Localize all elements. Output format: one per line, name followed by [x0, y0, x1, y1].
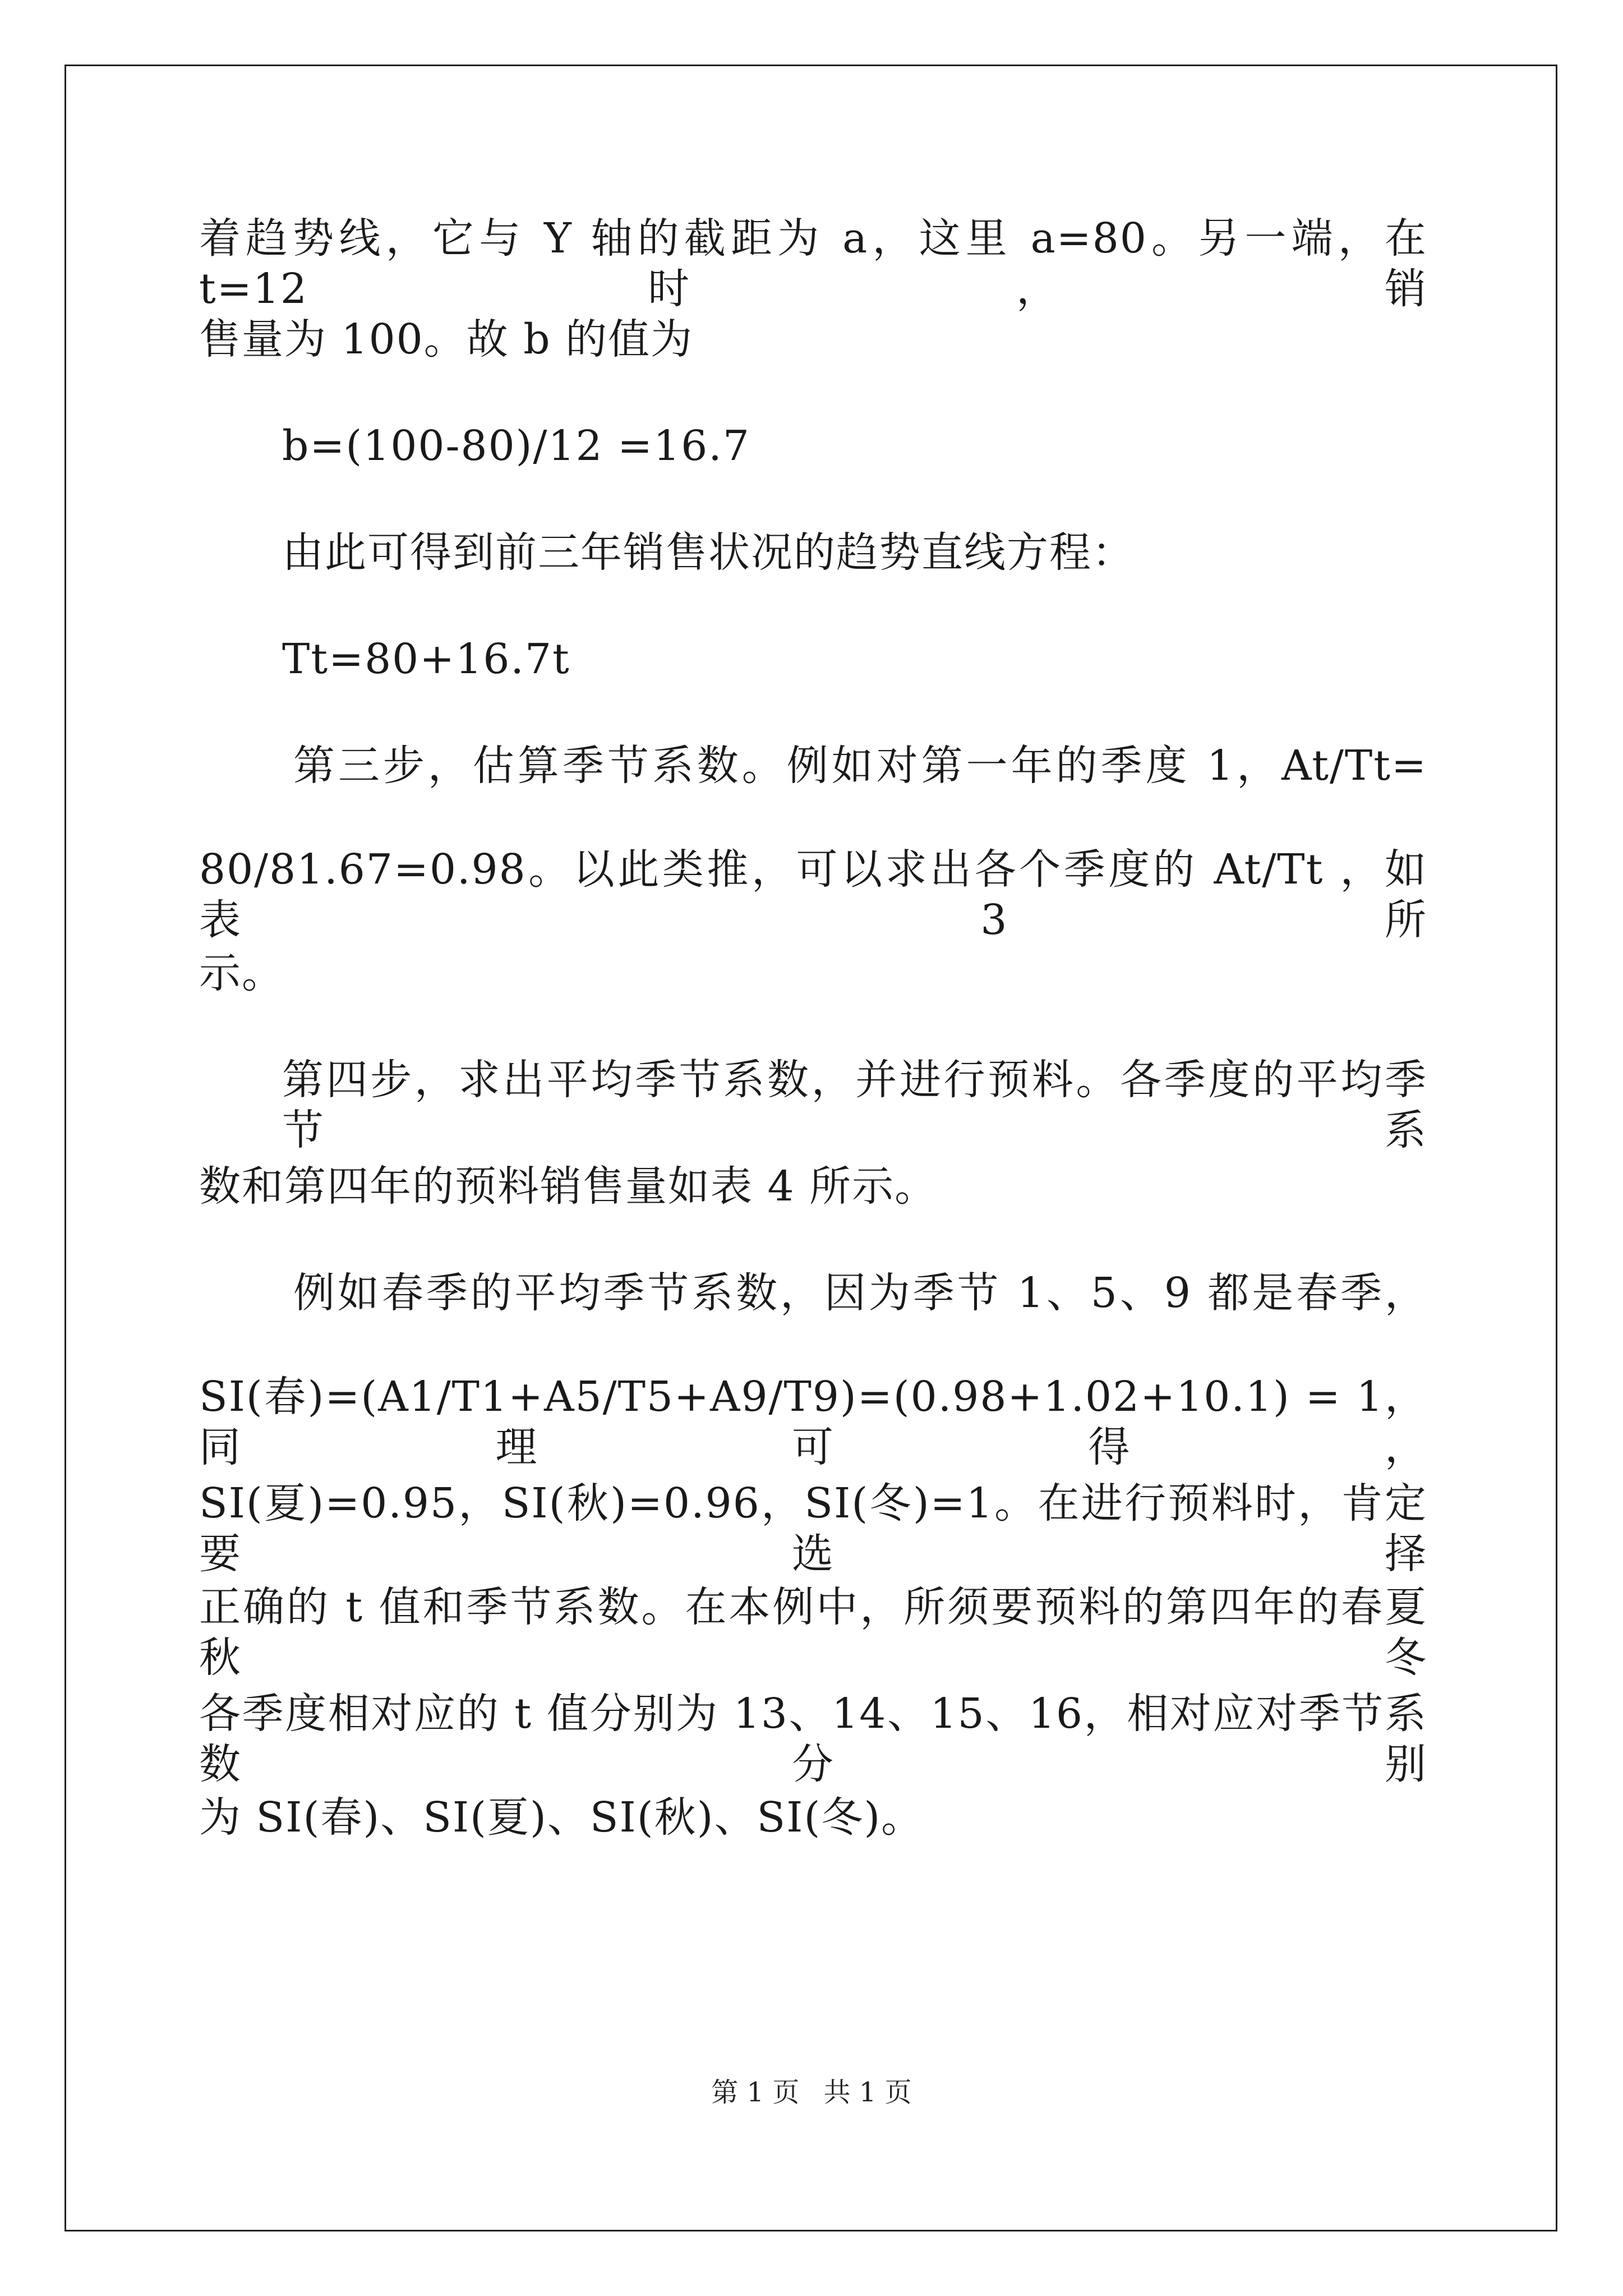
text-line: 各季度相对应的 t 值分别为 13、14、15、16，相对应对季节系数分别	[199, 1690, 1427, 1788]
text-line: SI(夏)=0.95，SI(秋)=0.96，SI(冬)=1。在进行预料时，肯定要选择	[199, 1479, 1427, 1578]
text-line: 为 SI(春)、SI(夏)、SI(秋)、SI(冬)。	[199, 1793, 924, 1842]
text-line: 售量为 100。故 b 的值为	[199, 315, 694, 364]
text-line: 正确的 t 值和季节系数。在本例中，所须要预料的第四年的春夏秋冬	[199, 1583, 1427, 1682]
text-line: SI(春)=(A1/T1+A5/T5+A9/T9)=(0.98+1.02+10.1) = 1，同理可得，	[199, 1373, 1427, 1471]
text-line: 第四步，求出平均季节系数，并进行预料。各季度的平均季节系	[282, 1056, 1427, 1154]
page-number: 第 1 页	[711, 2077, 800, 2108]
text-line: 80/81.67=0.98。以此类推，可以求出各个季度的 At/Tt ，如表 3 所	[199, 845, 1427, 944]
page-total: 共 1 页	[823, 2077, 912, 2108]
text-line: 第三步，估算季节系数。例如对第一年的季度 1，At/Tt=	[293, 742, 1427, 790]
text-line: 数和第四年的预料销售量如表 4 所示。	[199, 1162, 938, 1211]
page-footer	[0, 2076, 1623, 2109]
text-line: 例如春季的平均季节系数，因为季节 1、5、9 都是春季，	[293, 1269, 1427, 1317]
formula-line: b=(100-80)/12 =16.7	[282, 422, 750, 470]
text-line: 着趋势线，它与 Y 轴的截距为 a，这里 a=80。另一端，在 t=12 时，销	[199, 214, 1427, 313]
text-line: 由此可得到前三年销售状况的趋势直线方程：	[282, 528, 1135, 577]
formula-line: Tt=80+16.7t	[282, 635, 570, 683]
text-line: 示。	[199, 949, 284, 997]
